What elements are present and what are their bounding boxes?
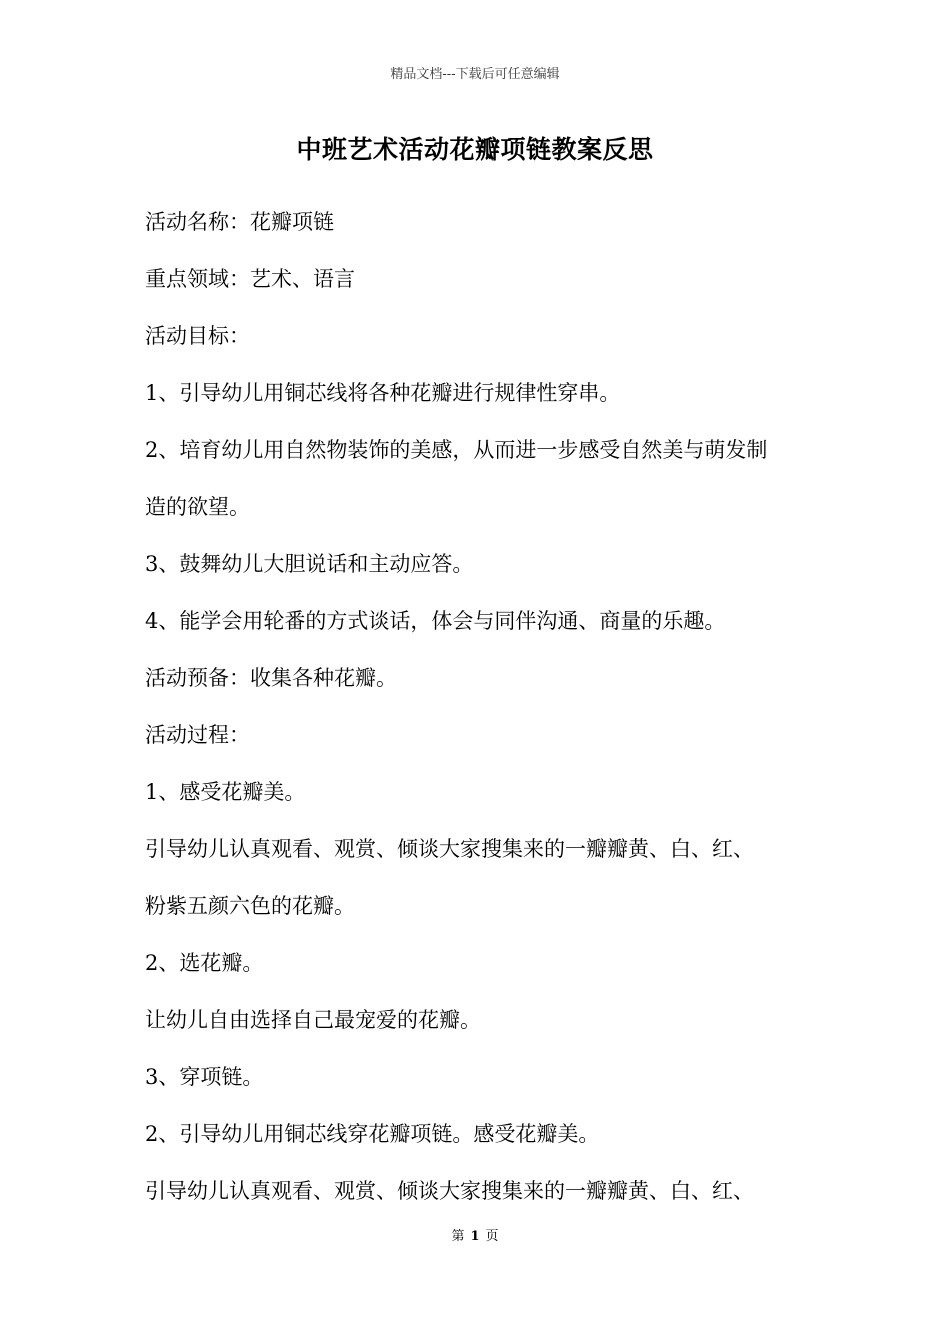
page-number: 1 [470,1229,480,1244]
paragraph-line: 让幼儿自由选择自己最宠爱的花瓣。 [145,1008,481,1032]
paragraph-line: 活动预备：收集各种花瓣。 [145,666,397,690]
document-title: 中班艺术活动花瓣项链教案反思 [296,135,654,164]
page-footer-suffix: 页 [485,1229,499,1244]
paragraph-line: 3、穿项链。 [145,1065,264,1089]
paragraph-line: 造的欲望。 [145,495,250,519]
paragraph-line: 重点领域：艺术、语言 [145,267,355,291]
paragraph-line: 活动名称：花瓣项链 [145,210,334,234]
paragraph-line: 粉紫五颜六色的花瓣。 [145,894,355,918]
paragraph-line: 引导幼儿认真观看、观赏、倾谈大家搜集来的一瓣瓣黄、白、红、 [145,837,754,861]
paragraph-line: 2、引导幼儿用铜芯线穿花瓣项链。感受花瓣美。 [145,1122,600,1146]
paragraph-line: 引导幼儿认真观看、观赏、倾谈大家搜集来的一瓣瓣黄、白、红、 [145,1179,754,1203]
paragraph-line: 4、能学会用轮番的方式谈话，体会与同伴沟通、商量的乐趣。 [145,609,726,633]
page-header-note: 精品文档---下载后可任意编辑 [390,67,560,82]
page-footer-prefix: 第 [451,1229,465,1244]
paragraph-line: 1、引导幼儿用铜芯线将各种花瓣进行规律性穿串。 [145,381,621,405]
page-footer [0,1228,950,1246]
paragraph-line: 活动过程： [145,723,250,747]
paragraph-line: 活动目标： [145,324,250,348]
paragraph-line: 1、感受花瓣美。 [145,780,306,804]
paragraph-line: 2、选花瓣。 [145,951,264,975]
paragraph-line: 3、鼓舞幼儿大胆说话和主动应答。 [145,552,474,576]
paragraph-line: 2、培育幼儿用自然物装饰的美感，从而进一步感受自然美与萌发制 [145,438,768,462]
